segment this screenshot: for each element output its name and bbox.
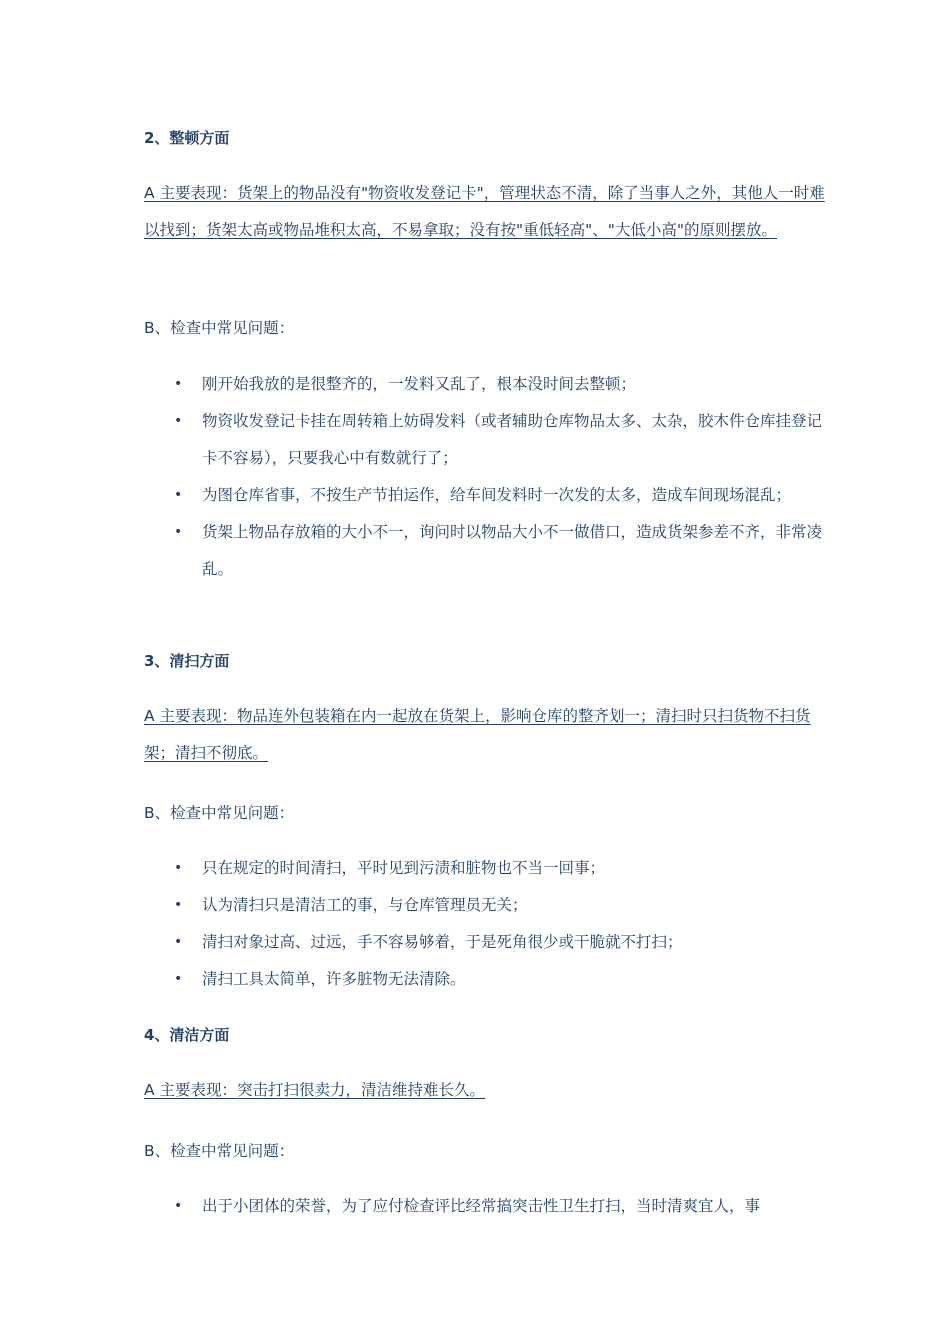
list-item	[144, 514, 834, 588]
common-issues-label: B、检查中常见问题：	[144, 1142, 295, 1160]
list-item	[144, 1188, 834, 1225]
issues-list	[144, 366, 834, 588]
list-item-text: 物资收发登记卡挂在周转箱上妨碍发料（或者辅助仓库物品太多、太杂，胶木件仓库挂登记卡不容易），只要我心中有数就行了；	[202, 412, 823, 467]
main-performance-paragraph	[144, 698, 834, 772]
bullet-icon: •	[174, 1198, 183, 1214]
bullet-icon: •	[174, 860, 183, 876]
section-heading: 4、清洁方面	[144, 1026, 230, 1044]
list-item	[144, 924, 834, 961]
list-item	[144, 887, 834, 924]
common-issues-label: B、检查中常见问题：	[144, 804, 295, 822]
issues-list	[144, 1188, 834, 1225]
bullet-icon: •	[174, 971, 183, 987]
list-item-text: 货架上物品存放箱的大小不一，询问时以物品大小不一做借口，造成货架参差不齐，非常凌乱。	[202, 523, 823, 578]
main-performance-text: A 主要表现：货架上的物品没有"物资收发登记卡"，管理状态不清，除了当事人之外，其他人一时难以找到；货架太高或物品堆积太高，不易拿取；没有按"重低轻高"、"大低小高"的原则摆放。	[144, 184, 825, 239]
list-item	[144, 477, 834, 514]
section-heading: 3、清扫方面	[144, 652, 230, 670]
bullet-icon: •	[174, 413, 183, 429]
bullet-icon: •	[174, 934, 183, 950]
main-performance-paragraph	[144, 175, 834, 249]
main-performance-text: A 主要表现：物品连外包装箱在内一起放在货架上，影响仓库的整齐划一；清扫时只扫货物不扫货架；清扫不彻底。	[144, 707, 811, 762]
list-item-text: 清扫工具太简单，许多脏物无法清除。	[202, 970, 466, 988]
list-item-text: 清扫对象过高、过远，手不容易够着，于是死角很少或干脆就不打扫；	[202, 933, 683, 951]
issues-list	[144, 850, 834, 998]
list-item-text: 认为清扫只是清洁工的事，与仓库管理员无关；	[202, 896, 528, 914]
common-issues-label: B、检查中常见问题：	[144, 319, 295, 337]
list-item	[144, 366, 834, 403]
bullet-icon: •	[174, 376, 183, 392]
list-item	[144, 850, 834, 887]
list-item-text: 出于小团体的荣誉，为了应付检查评比经常搞突击性卫生打扫，当时清爽宜人，事	[202, 1197, 761, 1215]
list-item	[144, 961, 834, 998]
bullet-icon: •	[174, 897, 183, 913]
list-item-text: 为图仓库省事，不按生产节拍运作，给车间发料时一次发的太多，造成车间现场混乱；	[202, 486, 792, 504]
main-performance-paragraph	[144, 1072, 834, 1109]
section-heading: 2、整顿方面	[144, 129, 230, 147]
list-item-text: 刚开始我放的是很整齐的，一发料又乱了，根本没时间去整顿；	[202, 375, 637, 393]
list-item	[144, 403, 834, 477]
list-item-text: 只在规定的时间清扫，平时见到污渍和脏物也不当一回事；	[202, 859, 606, 877]
bullet-icon: •	[174, 487, 183, 503]
main-performance-text: A 主要表现：突击打扫很卖力，清洁维持难长久。	[144, 1081, 486, 1099]
bullet-icon: •	[174, 524, 183, 540]
